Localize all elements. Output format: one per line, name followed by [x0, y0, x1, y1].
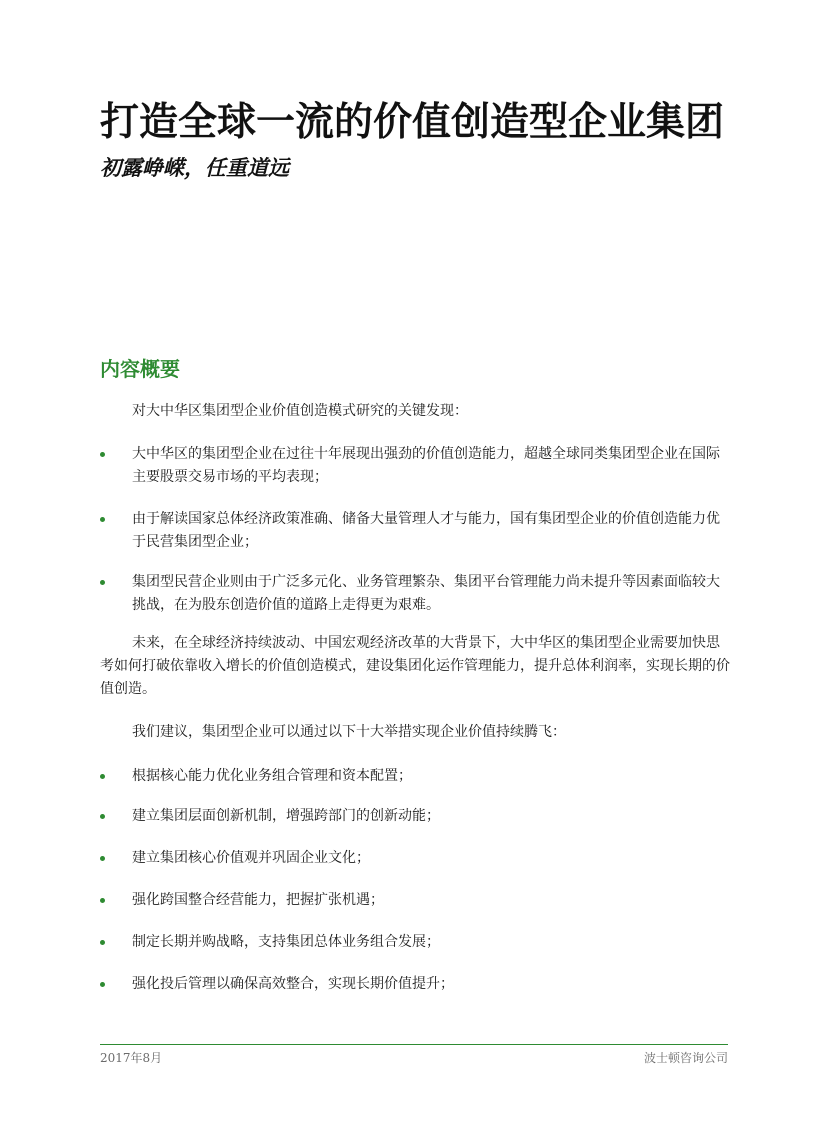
- document-subtitle: 初露峥嵘，任重道远: [100, 155, 289, 180]
- bullet-icon: [100, 774, 105, 779]
- footer-company: 波士顿咨询公司: [643, 1051, 728, 1065]
- finding-item: [100, 508, 730, 554]
- footer-date: 2017年8月: [100, 1051, 163, 1065]
- bullet-icon: [100, 856, 105, 861]
- finding-item: [100, 571, 730, 617]
- recommendation-item: [100, 973, 730, 996]
- recommendation-item: [100, 805, 730, 828]
- recommendation-text: 强化跨国整合经营能力，把握扩张机遇；: [132, 892, 384, 908]
- bullet-icon: [100, 452, 105, 457]
- recommendation-text: 制定长期并购战略，支持集团总体业务组合发展；: [132, 934, 440, 950]
- section-heading: 内容概要: [100, 357, 180, 381]
- finding-text: 大中华区的集团型企业在过往十年展现出强劲的价值创造能力，超越全球同类集团型企业在国际主要股票交易市场的平均表现；: [132, 446, 720, 485]
- recommendation-text: 建立集团层面创新机制，增强跨部门的创新动能；: [132, 808, 440, 824]
- recommendation-item: [100, 889, 730, 912]
- bullet-icon: [100, 898, 105, 903]
- finding-item: [100, 443, 730, 489]
- outlook-paragraph: 未来，在全球经济持续波动、中国宏观经济改革的大背景下，大中华区的集团型企业需要加快思考如何打破依靠收入增长的价值创造模式，建设集团化运作管理能力，提升总体利润率，实现长期的价值创造。: [100, 635, 730, 697]
- recommendation-item: [100, 931, 730, 954]
- recommendation-text: 强化投后管理以确保高效整合，实现长期价值提升；: [132, 976, 454, 992]
- bullet-icon: [100, 940, 105, 945]
- document-title: 打造全球一流的价值创造型企业集团: [100, 99, 725, 145]
- bullet-icon: [100, 814, 105, 819]
- recommendation-text: 建立集团核心价值观并巩固企业文化；: [132, 850, 370, 866]
- recommendation-text: 根据核心能力优化业务组合管理和资本配置；: [132, 768, 412, 784]
- bullet-icon: [100, 517, 105, 522]
- recommendation-item: [100, 847, 730, 870]
- recommendation-intro: 我们建议，集团型企业可以通过以下十大举措实现企业价值持续腾飞：: [132, 724, 566, 740]
- bullet-icon: [100, 982, 105, 987]
- finding-text: 由于解读国家总体经济政策准确、储备大量管理人才与能力，国有集团型企业的价值创造能力优于民营集团型企业；: [132, 511, 720, 550]
- recommendation-item: [100, 765, 730, 788]
- footer-divider: [100, 1044, 728, 1045]
- finding-text: 集团型民营企业则由于广泛多元化、业务管理繁杂、集团平台管理能力尚未提升等因素面临较大挑战，在为股东创造价值的道路上走得更为艰难。: [132, 574, 720, 613]
- bullet-icon: [100, 580, 105, 585]
- intro-paragraph: 对大中华区集团型企业价值创造模式研究的关键发现：: [132, 403, 468, 419]
